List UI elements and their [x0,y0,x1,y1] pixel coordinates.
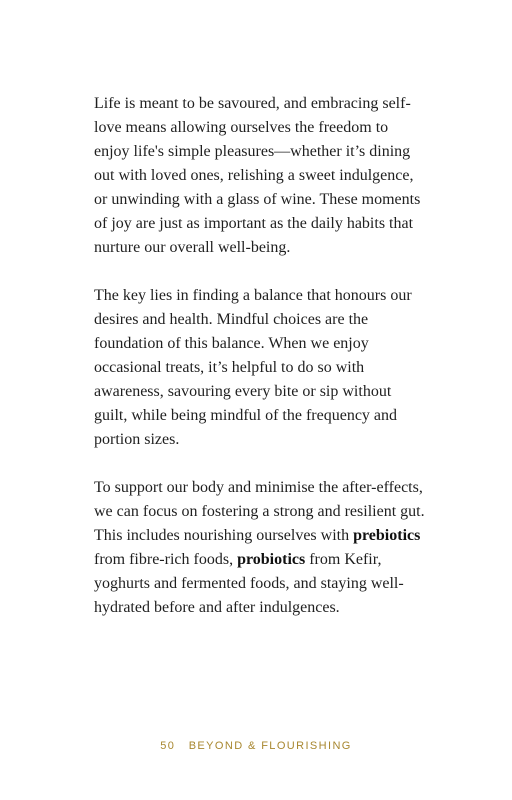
page-footer [0,740,512,752]
paragraph-1: Life is meant to be savoured, and embracing self-love means allowing ourselves the freedom to enjoy life's simple pleasures—whether it’s dining out with loved ones, relishing a sweet indulgence, or unwinding with a glass of wine. These moments of joy are just as important as the daily habits that nurture our overall well-being. [94,95,421,256]
paragraph-3-part-3: from Kefir, yoghurts and fermented foods, and staying well-hydrated before and after indulgences. [94,551,404,616]
paragraph-2: The key lies in finding a balance that honours our desires and health. Mindful choices are the foundation of this balance. When we enjoy occasional treats, it’s helpful to do so with awareness, savouring every bite or sip without guilt, while being mindful of the frequency and portion sizes. [94,287,412,448]
paragraph-3-part-2: from fibre-rich foods, [94,551,238,568]
body-text [94,92,426,620]
paragraph-3-part-1: To support our body and minimise the after-effects, we can focus on fostering a strong and resilient gut. This includes nourishing ourselves with [94,479,425,544]
page-number: 50 [160,740,176,752]
paragraph-3 [94,476,426,620]
footer-spacer [180,740,184,752]
prebiotics-term: prebiotics [353,527,421,544]
book-title: BEYOND & FLOURISHING [188,740,352,752]
probiotics-term: probiotics [237,551,306,568]
